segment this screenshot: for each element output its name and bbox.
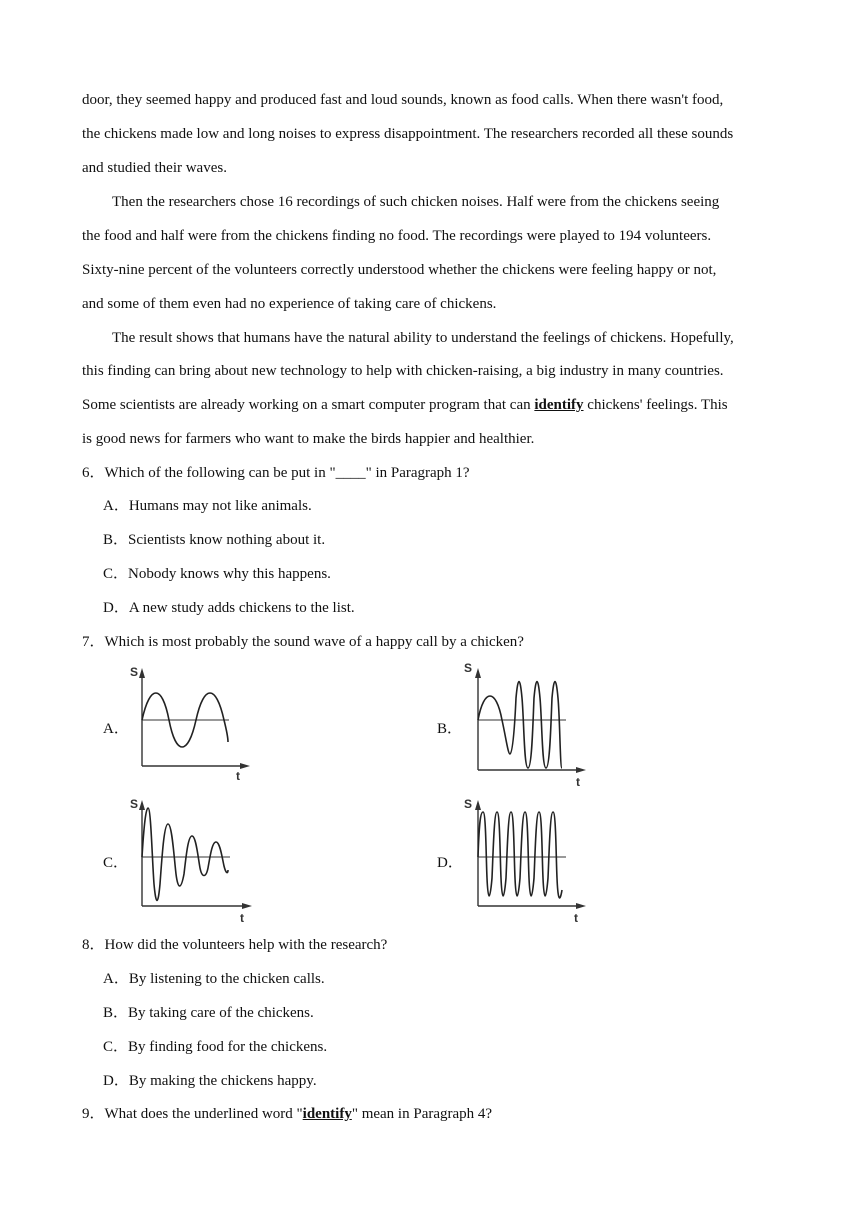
passage-line: is good news for farmers who want to make the birds happier and healthier.: [82, 431, 535, 447]
q8-option-b: B．By taking care of the chickens.: [103, 1005, 314, 1021]
question-6-stem: 6．Which of the following can be put in "____" in Paragraph 1?: [82, 465, 470, 481]
question-7-stem: 7．Which is most probably the sound wave of a happy call by a chicken?: [82, 634, 524, 650]
passage-line: Sixty-nine percent of the volunteers correctly understood whether the chickens were feeling happy or not,: [82, 262, 717, 278]
axis-label-s: S: [130, 797, 139, 811]
q6-option-c: C．Nobody knows why this happens.: [103, 566, 331, 582]
passage-line: the chickens made low and long noises to express disappointment. The researchers recorded all these sounds: [82, 126, 734, 142]
q6-option-b: B．Scientists know nothing about it.: [103, 532, 326, 548]
passage-line: The result shows that humans have the natural ability to understand the feelings of chickens. Hopefully,: [112, 330, 734, 346]
underlined-keyword: identify: [302, 1106, 352, 1122]
q7-option-d-label: D．: [437, 855, 463, 871]
q7-option-b-label: B．: [437, 721, 463, 737]
passage-text: Some scientists are already working on a smart computer program that can: [82, 397, 535, 413]
passage-line: Then the researchers chose 16 recordings of such chicken noises. Half were from the chickens seeing: [112, 194, 720, 210]
passage-line: the food and half were from the chickens finding no food. The recordings were played to 194 volunteers.: [82, 228, 712, 244]
wave-graph-b: [458, 658, 588, 788]
axis-label-s: S: [464, 661, 473, 675]
axis-label-t: t: [574, 911, 578, 925]
axis-label-s: S: [464, 797, 473, 811]
wave-graph-d: [458, 794, 588, 926]
q9-stem-text: " mean in Paragraph 4?: [351, 1106, 493, 1122]
q7-option-a-label: A．: [103, 721, 129, 737]
underlined-keyword: identify: [534, 397, 584, 413]
q6-option-d: D．A new study adds chickens to the list.: [103, 600, 355, 616]
q7-option-c-label: C．: [103, 855, 129, 871]
passage-line: door, they seemed happy and produced fast and loud sounds, known as food calls. When there wasn't food,: [82, 92, 724, 108]
q9-stem-text: 9．What does the underlined word ": [82, 1106, 303, 1122]
passage-line: [82, 396, 728, 414]
q8-option-d: D．By making the chickens happy.: [103, 1073, 317, 1089]
q8-option-c: C．By finding food for the chickens.: [103, 1039, 328, 1055]
question-9-stem: [82, 1105, 492, 1123]
axis-label-t: t: [576, 775, 580, 788]
q8-option-a: A．By listening to the chicken calls.: [103, 971, 325, 987]
axis-label-t: t: [236, 769, 240, 782]
question-8-stem: 8．How did the volunteers help with the research?: [82, 937, 388, 953]
passage-line: and studied their waves.: [82, 160, 227, 176]
axis-label-s: S: [130, 665, 139, 679]
q6-option-a: A．Humans may not like animals.: [103, 498, 312, 514]
wave-graph-c: [124, 794, 254, 926]
passage-line: this finding can bring about new technology to help with chicken-raising, a big industry in many countries.: [82, 363, 724, 379]
axis-label-t: t: [240, 911, 244, 925]
passage-line: and some of them even had no experience of taking care of chickens.: [82, 296, 497, 312]
passage-text: chickens' feelings. This: [583, 397, 728, 413]
wave-graph-a: [124, 662, 254, 782]
